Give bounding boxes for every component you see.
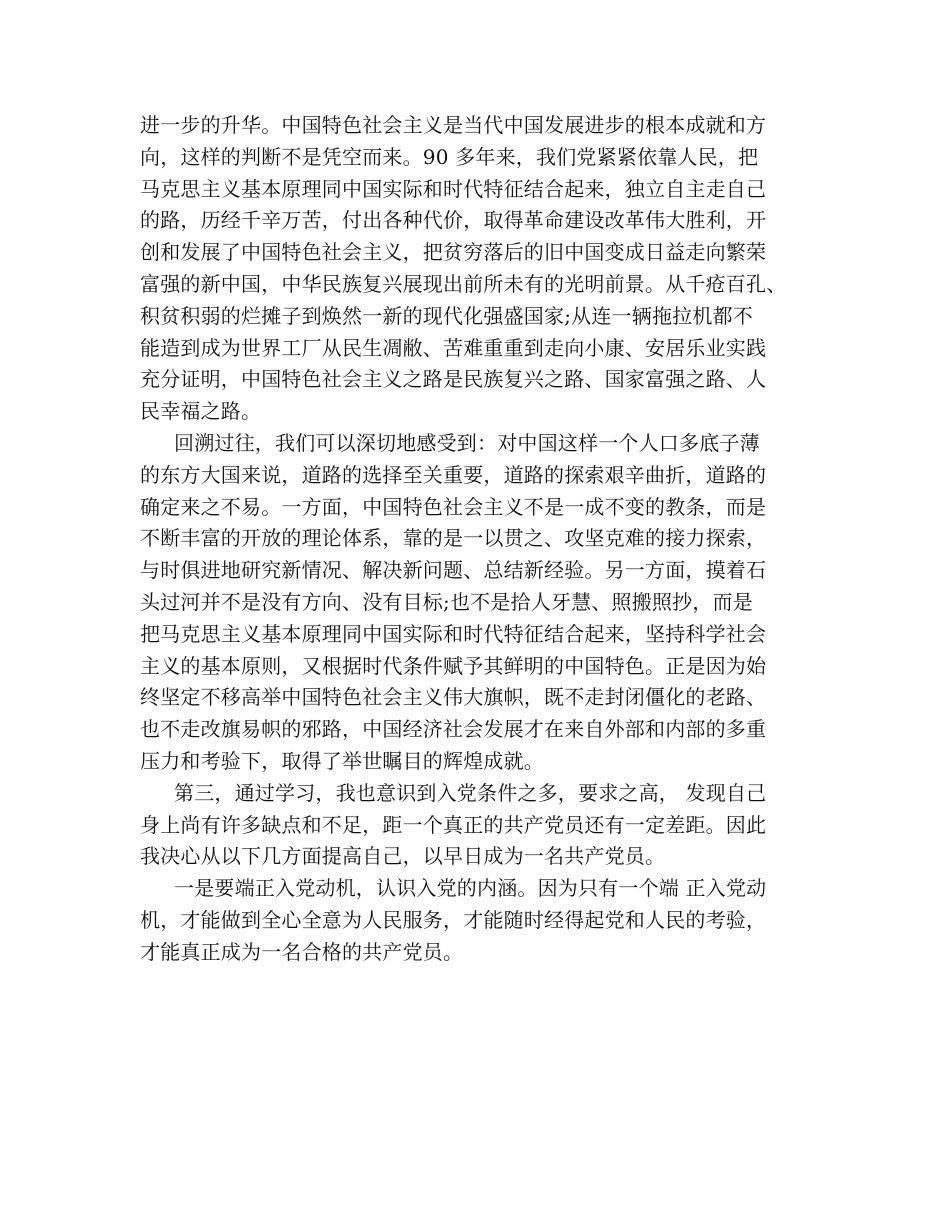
text-line: 与时俱进地研究新情况、解决新问题、总结新经验。另一方面，摸着石 [140,558,767,583]
text-line: 能造到成为世界工厂从民生凋敝、苦难重重到走向小康、安居乐业实践 [140,335,767,360]
text-line: 的东方大国来说，道路的选择至关重要，道路的探索艰辛曲折，道路的 [140,462,767,487]
text-line: 第三，通过学习，我也意识到入党条件之多，要求之高， 发现自己 [174,780,767,805]
text-line: 头过河并不是没有方向、没有目标;也不是拾人牙慧、照搬照抄，而是 [140,589,753,614]
text-line: 机，才能做到全心全意为人民服务，才能随时经得起党和人民的考验， [140,907,767,932]
text-line: 积贫积弱的烂摊子到焕然一新的现代化强盛国家;从连一辆拖拉机都不 [140,303,753,328]
text-line: 把马克思主义基本原理同中国实际和时代特征结合起来，坚持科学社会 [140,621,767,646]
text-line: 充分证明，中国特色社会主义之路是民族复兴之路、国家富强之路、人 [140,367,767,392]
text-line: 我决心从以下几方面提高自己，以早日成为一名共产党员。 [140,844,666,869]
text-line: 身上尚有许多缺点和不足，距一个真正的共产党员还有一定差距。因此 [140,812,767,837]
text-line: 的路，历经千辛万苦，付出各种代价，取得革命建设改革伟大胜利，开 [140,208,767,233]
text-line: 终坚定不移高举中国特色社会主义伟大旗帜，既不走封闭僵化的老路、 [140,685,767,710]
text-line: 确定来之不易。一方面，中国特色社会主义不是一成不变的教条，而是 [140,494,767,519]
text-line: 进一步的升华。中国特色社会主义是当代中国发展进步的根本成就和方 [140,113,767,137]
text-line: 才能真正成为一名合格的共产党员。 [140,939,464,964]
text-line: 也不走改旗易帜的邪路，中国经济社会发展才在来自外部和内部的多重 [140,717,767,742]
text-line: 一是要端正入党动机，认识入党的内涵。因为只有一个端 正入党动 [174,876,767,901]
text-line: 向，这样的判断不是凭空而来。90 多年来，我们党紧紧依靠人民，把 [140,144,759,169]
text-line: 压力和考验下，取得了举世瞩目的辉煌成就。 [140,748,544,773]
text-line: 主义的基本原则，又根据时代条件赋予其鲜明的中国特色。正是因为始 [140,653,767,678]
text-line: 马克思主义基本原理同中国实际和时代特征结合起来，独立自主走自己 [140,176,767,201]
text-line: 回溯过往，我们可以深切地感受到：对中国这样一个人口多底子薄 [174,430,760,455]
text-line: 民幸福之路。 [140,399,262,424]
text-line: 创和发展了中国特色社会主义，把贫穷落后的旧中国变成日益走向繁荣 [140,240,767,265]
document-body [140,110,820,969]
text-line: 富强的新中国，中华民族复兴展现出前所未有的光明前景。从千疮百孔、 [140,271,787,296]
text-line: 不断丰富的开放的理论体系，靠的是一以贯之、攻坚克难的接力探索， [140,526,767,551]
